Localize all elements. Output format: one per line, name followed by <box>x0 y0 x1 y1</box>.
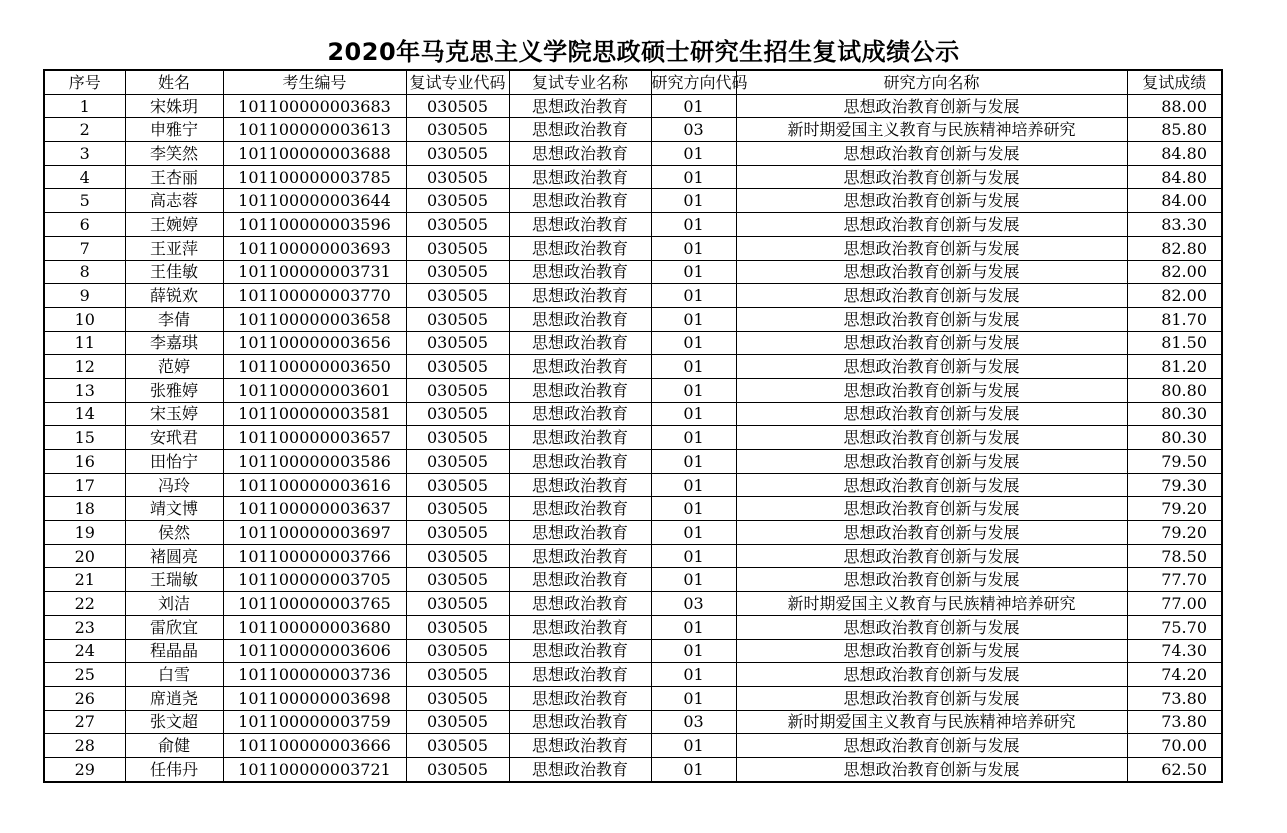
cell-major-code: 030505 <box>406 521 509 545</box>
cell-major-name: 思想政治教育 <box>509 94 651 118</box>
cell-direction-name: 思想政治教育创新与发展 <box>736 757 1127 781</box>
cell-major-code: 030505 <box>406 402 509 426</box>
table-row <box>44 260 1222 284</box>
cell-index: 19 <box>44 521 125 545</box>
cell-major-code: 030505 <box>406 450 509 474</box>
column-header-major-code: 复试专业代码 <box>406 70 509 94</box>
cell-name: 张雅婷 <box>125 378 223 402</box>
cell-name: 程晶晶 <box>125 639 223 663</box>
cell-candidate-id: 101100000003770 <box>223 284 406 308</box>
cell-direction-code: 03 <box>651 592 736 616</box>
table-row <box>44 639 1222 663</box>
cell-direction-code: 03 <box>651 118 736 142</box>
cell-score: 82.00 <box>1127 284 1222 308</box>
cell-index: 28 <box>44 734 125 758</box>
cell-major-name: 思想政治教育 <box>509 142 651 166</box>
table-header-row <box>44 70 1222 94</box>
cell-name: 薛锐欢 <box>125 284 223 308</box>
cell-major-code: 030505 <box>406 284 509 308</box>
cell-major-code: 030505 <box>406 189 509 213</box>
cell-major-code: 030505 <box>406 710 509 734</box>
table-row <box>44 710 1222 734</box>
cell-score: 75.70 <box>1127 615 1222 639</box>
cell-score: 80.80 <box>1127 378 1222 402</box>
cell-index: 6 <box>44 213 125 237</box>
cell-candidate-id: 101100000003759 <box>223 710 406 734</box>
cell-index: 24 <box>44 639 125 663</box>
cell-name: 侯然 <box>125 521 223 545</box>
cell-candidate-id: 101100000003581 <box>223 402 406 426</box>
cell-score: 74.30 <box>1127 639 1222 663</box>
cell-major-code: 030505 <box>406 307 509 331</box>
cell-candidate-id: 101100000003613 <box>223 118 406 142</box>
cell-score: 73.80 <box>1127 686 1222 710</box>
table-row <box>44 355 1222 379</box>
cell-major-code: 030505 <box>406 686 509 710</box>
cell-major-name: 思想政治教育 <box>509 165 651 189</box>
cell-direction-name: 思想政治教育创新与发展 <box>736 189 1127 213</box>
cell-candidate-id: 101100000003698 <box>223 686 406 710</box>
cell-index: 29 <box>44 757 125 781</box>
cell-direction-name: 思想政治教育创新与发展 <box>736 426 1127 450</box>
cell-major-name: 思想政治教育 <box>509 473 651 497</box>
cell-index: 11 <box>44 331 125 355</box>
cell-direction-code: 01 <box>651 165 736 189</box>
cell-candidate-id: 101100000003657 <box>223 426 406 450</box>
cell-major-name: 思想政治教育 <box>509 331 651 355</box>
cell-candidate-id: 101100000003656 <box>223 331 406 355</box>
cell-major-name: 思想政治教育 <box>509 686 651 710</box>
cell-candidate-id: 101100000003606 <box>223 639 406 663</box>
cell-index: 16 <box>44 450 125 474</box>
cell-direction-name: 新时期爱国主义教育与民族精神培养研究 <box>736 710 1127 734</box>
cell-index: 10 <box>44 307 125 331</box>
cell-name: 安玳君 <box>125 426 223 450</box>
cell-major-code: 030505 <box>406 663 509 687</box>
table-row <box>44 568 1222 592</box>
cell-name: 宋玉婷 <box>125 402 223 426</box>
cell-major-name: 思想政治教育 <box>509 521 651 545</box>
cell-major-code: 030505 <box>406 497 509 521</box>
cell-score: 88.00 <box>1127 94 1222 118</box>
cell-direction-code: 01 <box>651 142 736 166</box>
cell-direction-name: 思想政治教育创新与发展 <box>736 402 1127 426</box>
cell-score: 79.30 <box>1127 473 1222 497</box>
cell-score: 81.20 <box>1127 355 1222 379</box>
cell-direction-code: 01 <box>651 331 736 355</box>
cell-name: 申雅宁 <box>125 118 223 142</box>
cell-name: 王杏丽 <box>125 165 223 189</box>
cell-score: 79.20 <box>1127 497 1222 521</box>
cell-name: 王瑞敏 <box>125 568 223 592</box>
cell-name: 靖文博 <box>125 497 223 521</box>
cell-direction-code: 01 <box>651 686 736 710</box>
cell-score: 73.80 <box>1127 710 1222 734</box>
cell-candidate-id: 101100000003721 <box>223 757 406 781</box>
cell-direction-name: 思想政治教育创新与发展 <box>736 142 1127 166</box>
cell-name: 席逍尧 <box>125 686 223 710</box>
cell-major-code: 030505 <box>406 378 509 402</box>
cell-direction-name: 思想政治教育创新与发展 <box>736 94 1127 118</box>
cell-major-code: 030505 <box>406 568 509 592</box>
cell-major-name: 思想政治教育 <box>509 426 651 450</box>
cell-candidate-id: 101100000003736 <box>223 663 406 687</box>
cell-direction-code: 01 <box>651 213 736 237</box>
cell-direction-code: 01 <box>651 663 736 687</box>
table-row <box>44 307 1222 331</box>
cell-candidate-id: 101100000003765 <box>223 592 406 616</box>
cell-direction-name: 思想政治教育创新与发展 <box>736 331 1127 355</box>
table-body <box>44 94 1222 781</box>
cell-candidate-id: 101100000003616 <box>223 473 406 497</box>
cell-candidate-id: 101100000003680 <box>223 615 406 639</box>
table-row <box>44 734 1222 758</box>
cell-candidate-id: 101100000003644 <box>223 189 406 213</box>
table-row <box>44 686 1222 710</box>
cell-major-code: 030505 <box>406 213 509 237</box>
cell-score: 70.00 <box>1127 734 1222 758</box>
cell-major-name: 思想政治教育 <box>509 544 651 568</box>
cell-candidate-id: 101100000003637 <box>223 497 406 521</box>
cell-direction-name: 思想政治教育创新与发展 <box>736 260 1127 284</box>
cell-index: 14 <box>44 402 125 426</box>
cell-direction-name: 思想政治教育创新与发展 <box>736 544 1127 568</box>
table-row <box>44 544 1222 568</box>
cell-name: 王亚萍 <box>125 236 223 260</box>
table-row <box>44 615 1222 639</box>
score-table <box>43 69 1223 783</box>
cell-direction-name: 思想政治教育创新与发展 <box>736 355 1127 379</box>
column-header-direction-code: 研究方向代码 <box>651 70 736 94</box>
cell-name: 冯玲 <box>125 473 223 497</box>
table-row <box>44 521 1222 545</box>
page-title: 2020年马克思主义学院思政硕士研究生招生复试成绩公示 <box>327 38 960 66</box>
cell-direction-code: 01 <box>651 94 736 118</box>
cell-direction-code: 01 <box>651 473 736 497</box>
cell-index: 27 <box>44 710 125 734</box>
cell-score: 81.70 <box>1127 307 1222 331</box>
cell-candidate-id: 101100000003683 <box>223 94 406 118</box>
cell-direction-code: 01 <box>651 236 736 260</box>
cell-direction-code: 01 <box>651 307 736 331</box>
cell-major-name: 思想政治教育 <box>509 378 651 402</box>
cell-major-code: 030505 <box>406 615 509 639</box>
cell-major-name: 思想政治教育 <box>509 568 651 592</box>
cell-direction-name: 思想政治教育创新与发展 <box>736 307 1127 331</box>
column-header-major-name: 复试专业名称 <box>509 70 651 94</box>
cell-direction-code: 01 <box>651 544 736 568</box>
table-row <box>44 473 1222 497</box>
cell-direction-code: 01 <box>651 757 736 781</box>
cell-score: 82.00 <box>1127 260 1222 284</box>
cell-name: 宋姝玥 <box>125 94 223 118</box>
cell-direction-name: 思想政治教育创新与发展 <box>736 165 1127 189</box>
cell-major-name: 思想政治教育 <box>509 260 651 284</box>
table-row <box>44 142 1222 166</box>
cell-score: 80.30 <box>1127 402 1222 426</box>
cell-candidate-id: 101100000003688 <box>223 142 406 166</box>
cell-major-code: 030505 <box>406 331 509 355</box>
cell-major-name: 思想政治教育 <box>509 592 651 616</box>
cell-candidate-id: 101100000003766 <box>223 544 406 568</box>
cell-score: 79.20 <box>1127 521 1222 545</box>
cell-name: 褚圆亮 <box>125 544 223 568</box>
cell-index: 23 <box>44 615 125 639</box>
column-header-name: 姓名 <box>125 70 223 94</box>
table-row <box>44 331 1222 355</box>
cell-name: 高志蓉 <box>125 189 223 213</box>
cell-name: 田怡宁 <box>125 450 223 474</box>
cell-score: 79.50 <box>1127 450 1222 474</box>
cell-major-name: 思想政治教育 <box>509 757 651 781</box>
cell-index: 13 <box>44 378 125 402</box>
cell-major-code: 030505 <box>406 734 509 758</box>
cell-score: 82.80 <box>1127 236 1222 260</box>
cell-major-code: 030505 <box>406 236 509 260</box>
cell-direction-name: 思想政治教育创新与发展 <box>736 473 1127 497</box>
cell-major-name: 思想政治教育 <box>509 189 651 213</box>
table-row <box>44 94 1222 118</box>
cell-name: 张文超 <box>125 710 223 734</box>
cell-candidate-id: 101100000003658 <box>223 307 406 331</box>
cell-candidate-id: 101100000003596 <box>223 213 406 237</box>
table-row <box>44 236 1222 260</box>
cell-major-name: 思想政治教育 <box>509 663 651 687</box>
cell-score: 77.00 <box>1127 592 1222 616</box>
cell-direction-code: 01 <box>651 734 736 758</box>
cell-score: 85.80 <box>1127 118 1222 142</box>
cell-score: 84.80 <box>1127 165 1222 189</box>
table-row <box>44 426 1222 450</box>
cell-direction-name: 思想政治教育创新与发展 <box>736 663 1127 687</box>
table-row <box>44 757 1222 781</box>
cell-direction-code: 01 <box>651 189 736 213</box>
cell-name: 李笑然 <box>125 142 223 166</box>
cell-direction-code: 03 <box>651 710 736 734</box>
cell-major-code: 030505 <box>406 355 509 379</box>
cell-direction-name: 思想政治教育创新与发展 <box>736 686 1127 710</box>
cell-direction-name: 思想政治教育创新与发展 <box>736 284 1127 308</box>
cell-direction-name: 思想政治教育创新与发展 <box>736 615 1127 639</box>
cell-name: 范婷 <box>125 355 223 379</box>
cell-direction-code: 01 <box>651 426 736 450</box>
cell-direction-name: 思想政治教育创新与发展 <box>736 378 1127 402</box>
cell-name: 王婉婷 <box>125 213 223 237</box>
cell-index: 17 <box>44 473 125 497</box>
cell-major-code: 030505 <box>406 592 509 616</box>
cell-major-name: 思想政治教育 <box>509 615 651 639</box>
cell-index: 9 <box>44 284 125 308</box>
cell-candidate-id: 101100000003693 <box>223 236 406 260</box>
cell-direction-code: 01 <box>651 521 736 545</box>
cell-direction-code: 01 <box>651 568 736 592</box>
cell-major-name: 思想政治教育 <box>509 307 651 331</box>
cell-major-code: 030505 <box>406 94 509 118</box>
cell-major-name: 思想政治教育 <box>509 497 651 521</box>
cell-index: 5 <box>44 189 125 213</box>
cell-candidate-id: 101100000003705 <box>223 568 406 592</box>
cell-score: 80.30 <box>1127 426 1222 450</box>
cell-score: 84.00 <box>1127 189 1222 213</box>
cell-direction-name: 思想政治教育创新与发展 <box>736 497 1127 521</box>
cell-name: 白雪 <box>125 663 223 687</box>
cell-major-code: 030505 <box>406 639 509 663</box>
cell-direction-name: 思想政治教育创新与发展 <box>736 236 1127 260</box>
cell-major-code: 030505 <box>406 473 509 497</box>
cell-index: 26 <box>44 686 125 710</box>
table-row <box>44 592 1222 616</box>
cell-candidate-id: 101100000003650 <box>223 355 406 379</box>
cell-score: 84.80 <box>1127 142 1222 166</box>
table-row <box>44 402 1222 426</box>
table-row <box>44 284 1222 308</box>
cell-score: 77.70 <box>1127 568 1222 592</box>
cell-index: 3 <box>44 142 125 166</box>
cell-major-name: 思想政治教育 <box>509 710 651 734</box>
cell-major-code: 030505 <box>406 544 509 568</box>
cell-score: 81.50 <box>1127 331 1222 355</box>
cell-candidate-id: 101100000003731 <box>223 260 406 284</box>
table-row <box>44 497 1222 521</box>
table-row <box>44 378 1222 402</box>
cell-major-name: 思想政治教育 <box>509 213 651 237</box>
cell-direction-name: 思想政治教育创新与发展 <box>736 568 1127 592</box>
cell-score: 83.30 <box>1127 213 1222 237</box>
cell-direction-code: 01 <box>651 639 736 663</box>
cell-name: 刘洁 <box>125 592 223 616</box>
cell-name: 任伟丹 <box>125 757 223 781</box>
cell-index: 20 <box>44 544 125 568</box>
cell-name: 雷欣宜 <box>125 615 223 639</box>
column-header-direction-name: 研究方向名称 <box>736 70 1127 94</box>
column-header-candidate-id: 考生编号 <box>223 70 406 94</box>
cell-index: 21 <box>44 568 125 592</box>
cell-direction-name: 思想政治教育创新与发展 <box>736 213 1127 237</box>
cell-major-name: 思想政治教育 <box>509 118 651 142</box>
cell-index: 4 <box>44 165 125 189</box>
cell-direction-name: 思想政治教育创新与发展 <box>736 450 1127 474</box>
cell-major-name: 思想政治教育 <box>509 639 651 663</box>
table-row <box>44 663 1222 687</box>
cell-index: 1 <box>44 94 125 118</box>
cell-direction-code: 01 <box>651 450 736 474</box>
cell-name: 李嘉琪 <box>125 331 223 355</box>
cell-index: 2 <box>44 118 125 142</box>
cell-name: 王佳敏 <box>125 260 223 284</box>
cell-major-name: 思想政治教育 <box>509 734 651 758</box>
cell-index: 8 <box>44 260 125 284</box>
cell-major-name: 思想政治教育 <box>509 355 651 379</box>
cell-major-name: 思想政治教育 <box>509 402 651 426</box>
cell-direction-code: 01 <box>651 615 736 639</box>
cell-candidate-id: 101100000003666 <box>223 734 406 758</box>
cell-index: 12 <box>44 355 125 379</box>
table-row <box>44 118 1222 142</box>
cell-direction-name: 思想政治教育创新与发展 <box>736 639 1127 663</box>
cell-direction-name: 思想政治教育创新与发展 <box>736 734 1127 758</box>
cell-direction-code: 01 <box>651 355 736 379</box>
cell-candidate-id: 101100000003785 <box>223 165 406 189</box>
cell-name: 李倩 <box>125 307 223 331</box>
cell-score: 62.50 <box>1127 757 1222 781</box>
cell-direction-name: 新时期爱国主义教育与民族精神培养研究 <box>736 118 1127 142</box>
cell-direction-name: 新时期爱国主义教育与民族精神培养研究 <box>736 592 1127 616</box>
cell-score: 74.20 <box>1127 663 1222 687</box>
cell-index: 18 <box>44 497 125 521</box>
cell-major-name: 思想政治教育 <box>509 236 651 260</box>
cell-major-code: 030505 <box>406 142 509 166</box>
column-header-index: 序号 <box>44 70 125 94</box>
cell-direction-code: 01 <box>651 284 736 308</box>
cell-score: 78.50 <box>1127 544 1222 568</box>
cell-index: 15 <box>44 426 125 450</box>
cell-direction-code: 01 <box>651 402 736 426</box>
cell-direction-code: 01 <box>651 378 736 402</box>
cell-index: 7 <box>44 236 125 260</box>
cell-major-code: 030505 <box>406 165 509 189</box>
column-header-score: 复试成绩 <box>1127 70 1222 94</box>
cell-major-name: 思想政治教育 <box>509 284 651 308</box>
cell-direction-code: 01 <box>651 260 736 284</box>
cell-candidate-id: 101100000003586 <box>223 450 406 474</box>
cell-name: 俞健 <box>125 734 223 758</box>
cell-direction-code: 01 <box>651 497 736 521</box>
cell-major-code: 030505 <box>406 426 509 450</box>
table-row <box>44 189 1222 213</box>
cell-major-name: 思想政治教育 <box>509 450 651 474</box>
cell-index: 22 <box>44 592 125 616</box>
cell-major-code: 030505 <box>406 757 509 781</box>
table-row <box>44 213 1222 237</box>
table-row <box>44 165 1222 189</box>
cell-candidate-id: 101100000003697 <box>223 521 406 545</box>
cell-major-code: 030505 <box>406 260 509 284</box>
table-row <box>44 450 1222 474</box>
cell-major-code: 030505 <box>406 118 509 142</box>
cell-direction-name: 思想政治教育创新与发展 <box>736 521 1127 545</box>
cell-index: 25 <box>44 663 125 687</box>
cell-candidate-id: 101100000003601 <box>223 378 406 402</box>
